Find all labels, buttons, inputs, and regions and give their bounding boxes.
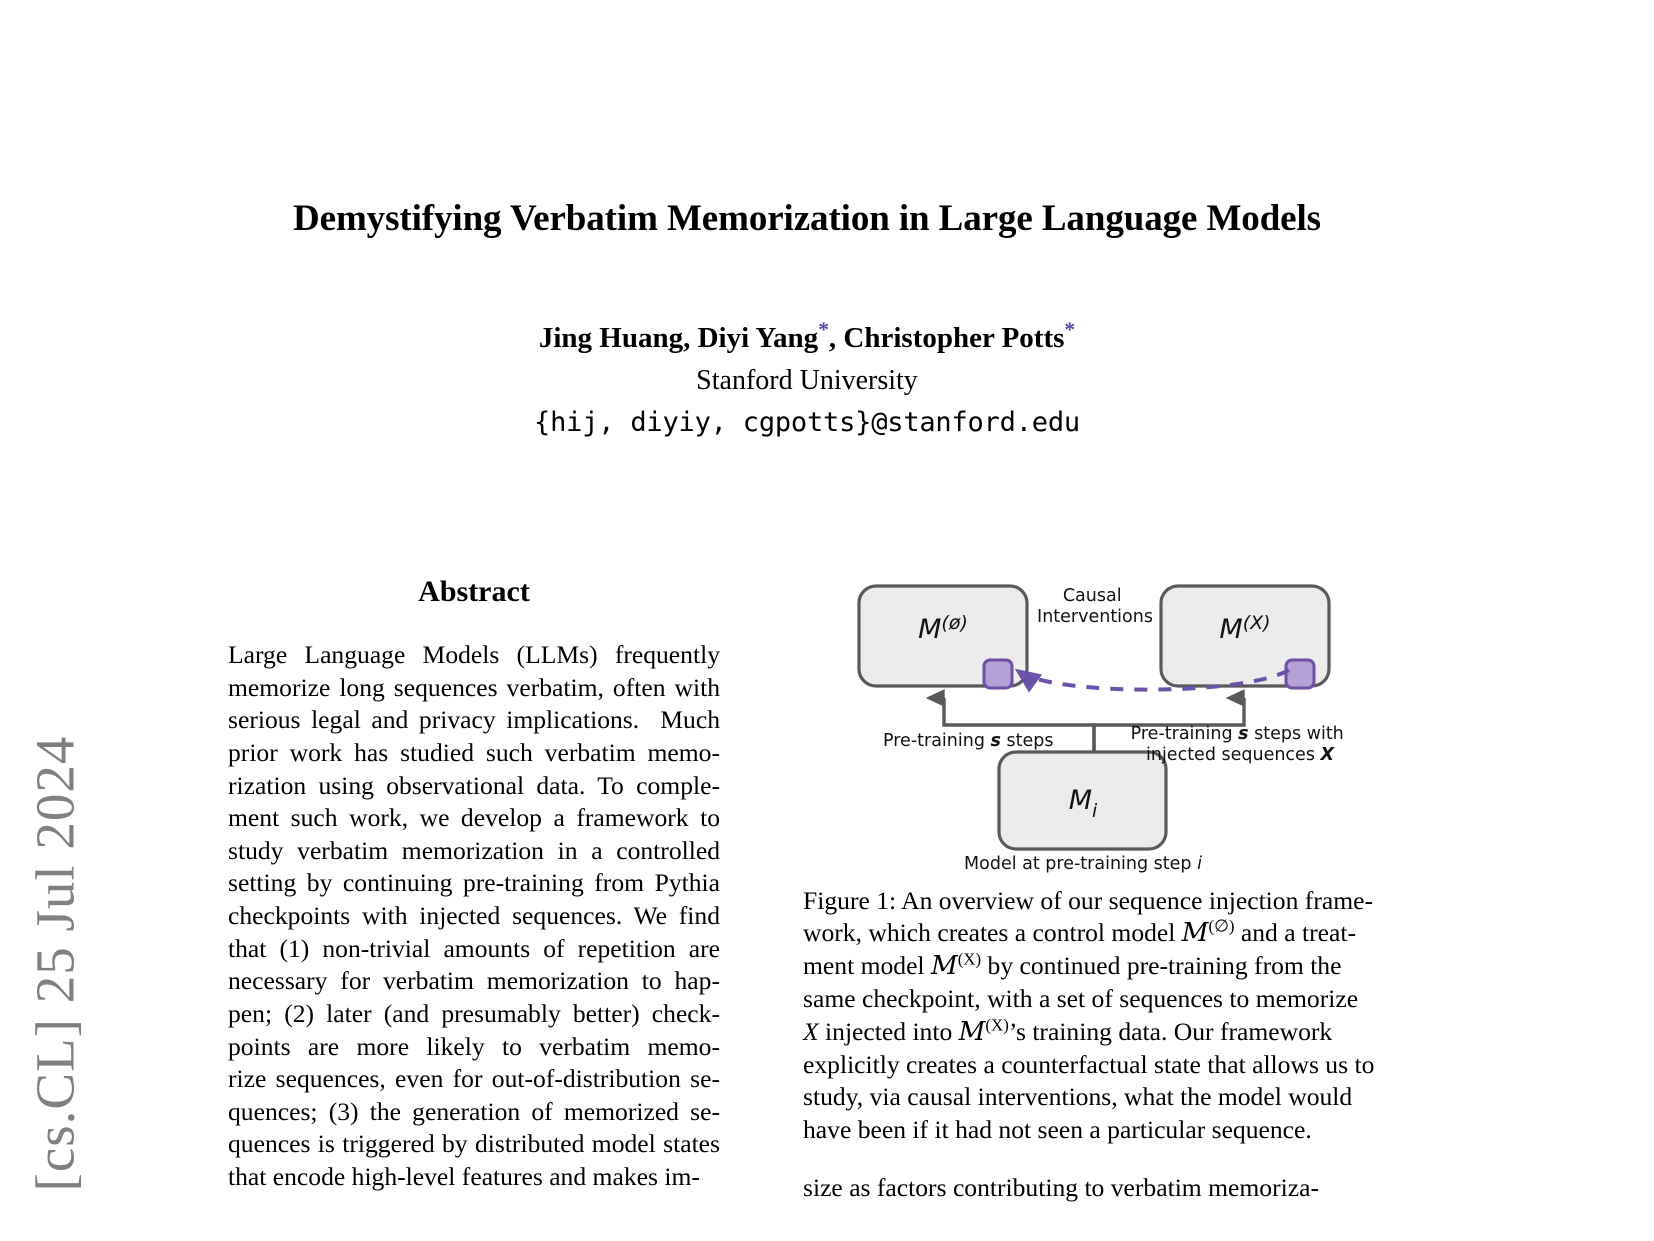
figure-caption-line: have been if it had not seen a particular sequence. [803,1114,1312,1144]
figure-caption-line: same checkpoint, with a set of sequences to memorize [803,984,1359,1014]
abstract-line: setting by continuing pre-training from Pythia [228,868,720,898]
abstract-line: quences is triggered by distributed model states [228,1129,720,1159]
footnote-mark-1[interactable]: * [818,317,829,342]
abstract-line: that encode high-level features and makes im- [228,1162,700,1191]
figure-caption-line: Figure 1: An overview of our sequence injection frame- [803,886,1373,915]
abstract-line: serious legal and privacy implications. Much [228,705,720,735]
abstract-line: pen; (2) later (and presumably better) check- [228,998,720,1028]
footnote-mark-2[interactable]: * [1064,317,1076,342]
author-names-part1: Jing Huang, Diyi Yang [538,322,819,354]
right-arrow-label-line-1: Pre-training s steps with [1130,724,1344,744]
abstract-line: memorize long sequences verbatim, often with [228,672,720,702]
figure-caption-line: study, via causal interventions, what the model would [803,1082,1353,1112]
causal-label-line-2: Interventions [1037,607,1153,627]
author-names-part2: , Christopher Potts [828,322,1065,354]
abstract-line: ment such work, we develop a framework to [228,803,720,833]
base-model-label-sub: i [1092,800,1098,822]
figure-caption-line: X injected into $M^{(X)}’s$ training data. Our framework [803,1015,1333,1047]
figure-caption-line: explicitly creates a counterfactual state that allows us to [803,1049,1375,1079]
control-model-label-base: M [918,614,942,645]
author-block [227,317,1387,442]
page-title: Demystifying Verbatim Memorization in Large Language Models [293,198,1321,239]
abstract-heading: Abstract [418,575,530,608]
abstract-line: prior work has studied such verbatim memo- [228,737,720,767]
arxiv-stamp: [cs.CL] 25 Jul 2024 [24,735,86,1192]
base-model-label-base: M [1068,785,1093,816]
figure-1-caption [803,885,1385,1146]
treatment-model-label-base: M [1219,614,1243,645]
abstract-line: rization using observational data. To comple- [228,770,720,800]
left-arrow-label: Pre-training s steps [883,731,1054,751]
control-model-label-sup: (ø) [941,612,968,634]
causal-label-line-1: Causal [1062,586,1122,606]
author-line [227,317,1387,358]
abstract-line: rize sequences, even for out-of-distribution se- [228,1064,720,1094]
affiliation: Stanford University [696,364,918,396]
right-column [803,570,1385,1204]
abstract-line: that (1) non-trivial amounts of repetition are [228,933,720,963]
right-arrow-label-line-2: injected sequences X [1145,745,1335,765]
author-emails: {hij, diyiy, cgpotts}@stanford.edu [534,407,1080,439]
base-model-caption: Model at pre-training step i [964,854,1202,874]
figure-caption-line: work, which creates a control model M(∅) and a treat- [803,916,1356,949]
figure-1-diagram [803,570,1385,875]
abstract-line: checkpoints with injected sequences. We find [228,901,720,930]
abstract-line: study verbatim memorization in a controlled [228,835,720,865]
causal-interventions-label [1037,586,1153,627]
treatment-model-label-sup: (X) [1242,612,1271,634]
abstract-line: points are more likely to verbatim memo- [228,1031,720,1061]
treatment-model-state-node [1286,660,1314,688]
figure-1 [803,570,1385,875]
control-model-state-node [984,660,1012,688]
title-block [227,196,1387,242]
body-text-after-figure [803,1172,1385,1204]
abstract-line: necessary for verbatim memorization to hap- [228,966,720,996]
body-line: size as factors contributing to verbatim memoriza- [803,1172,1319,1202]
left-arrow-label-text: Pre-training [883,731,991,751]
abstract-body [228,639,720,1194]
abstract-line: Large Language Models (LLMs) frequently [228,640,720,669]
abstract-line: quences; (3) the generation of memorized se- [228,1096,720,1126]
figure-caption-line: ment model $M^{(X)}$ by continued pre-training from the [803,949,1342,982]
left-column [228,575,720,1194]
right-arrow-label [1131,724,1350,765]
